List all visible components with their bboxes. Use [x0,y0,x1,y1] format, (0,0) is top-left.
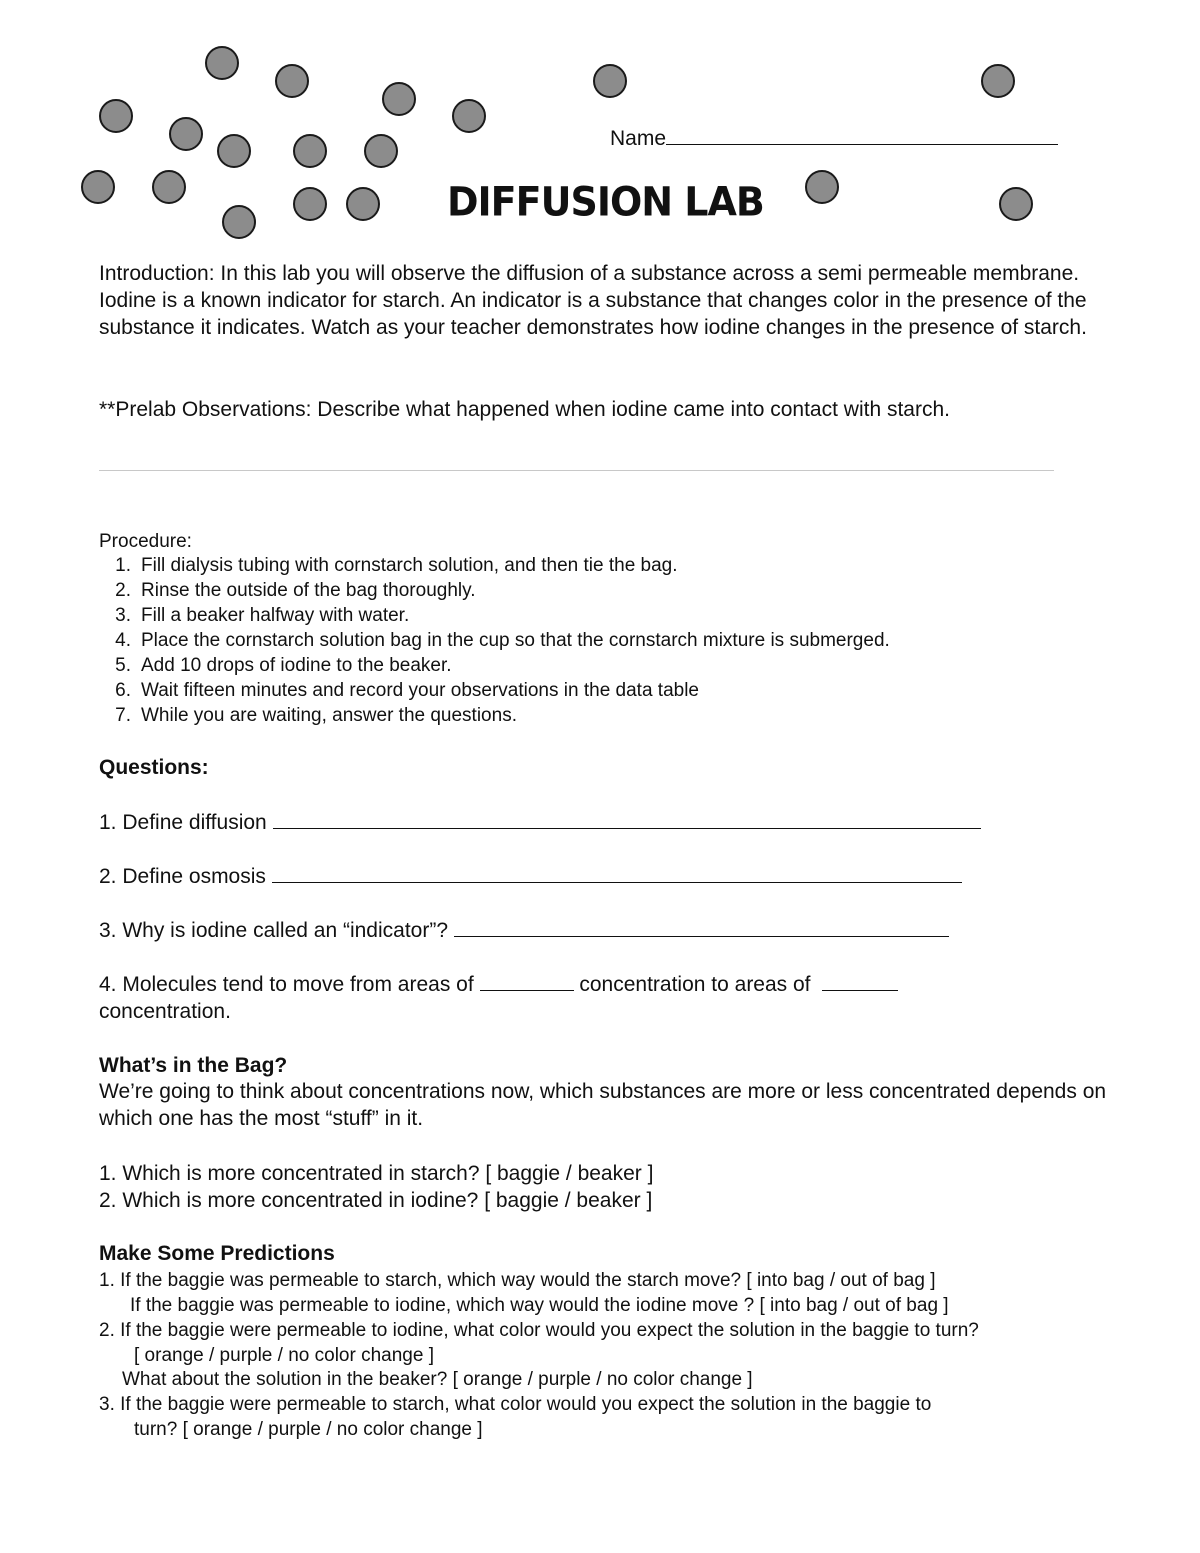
procedure-list [99,553,1099,728]
bag-question-2: 2. Which is more concentrated in iodine? [ baggie / beaker ] [99,1189,653,1212]
question-2: 2. Define osmosis [99,862,962,890]
prediction-3b: turn? [ orange / purple / no color change ] [134,1419,483,1440]
procedure-step: 6. Wait fifteen minutes and record your observations in the data table [115,680,699,701]
question-4-continued: concentration. [99,1000,231,1023]
molecule-dot [452,99,486,133]
answer-blank[interactable] [480,970,574,991]
molecule-dot [99,99,133,133]
molecule-dot [81,170,115,204]
prediction-2b: [ orange / purple / no color change ] [134,1345,434,1366]
prediction-1a: 1. If the baggie was permeable to starch, which way would the starch move? [ into bag / out of bag ] [99,1270,936,1291]
answer-blank[interactable] [272,862,962,883]
page-title: DIFFUSION LAB [447,178,764,226]
name-label: Name [610,127,667,150]
procedure-step: 5. Add 10 drops of iodine to the beaker. [115,655,452,676]
molecule-dot [275,64,309,98]
procedure-heading: Procedure: [99,531,192,552]
questions-heading: Questions: [99,756,209,779]
answer-blank[interactable] [822,970,898,991]
question-4: 4. Molecules tend to move from areas of concentration to areas of [99,970,1099,998]
prediction-3a: 3. If the baggie were permeable to starch, what color would you expect the solution in the baggie to [99,1394,932,1415]
molecule-dot [205,46,239,80]
procedure-step: 3. Fill a beaker halfway with water. [115,605,410,626]
bag-question-1: 1. Which is more concentrated in starch? [ baggie / beaker ] [99,1162,654,1185]
prelab-prompt: **Prelab Observations: Describe what happened when iodine came into contact with starch. [99,398,950,421]
molecule-dot [364,134,398,168]
procedure-step: 1. Fill dialysis tubing with cornstarch solution, and then tie the bag. [115,555,678,576]
molecule-dot [222,205,256,239]
prediction-2c: What about the solution in the beaker? [ orange / purple / no color change ] [122,1369,753,1390]
question-3: 3. Why is iodine called an “indicator”? [99,916,949,944]
answer-blank[interactable] [454,916,949,937]
molecule-dot [981,64,1015,98]
molecule-dot [293,187,327,221]
answer-blank[interactable] [273,808,981,829]
molecule-dot [217,134,251,168]
predictions-heading: Make Some Predictions [99,1242,335,1265]
name-field[interactable] [610,124,1058,152]
molecule-dot [346,187,380,221]
prelab-answer-line[interactable] [99,470,1054,471]
molecule-dot [293,134,327,168]
prediction-1b: If the baggie was permeable to iodine, which way would the iodine move ? [ into bag / out of bag ] [130,1295,949,1316]
prediction-2a: 2. If the baggie were permeable to iodine, what color would you expect the solution in the baggie to turn? [99,1320,979,1341]
procedure-step: 2. Rinse the outside of the bag thoroughly. [115,580,476,601]
molecule-dot [382,82,416,116]
molecule-dot [152,170,186,204]
molecule-dot [593,64,627,98]
molecule-dot [999,187,1033,221]
question-1: 1. Define diffusion [99,808,981,836]
molecule-dot [805,170,839,204]
procedure-step: 7. While you are waiting, answer the questions. [115,705,517,726]
bag-heading: What’s in the Bag? [99,1054,288,1077]
bag-description: We’re going to think about concentrations now, which substances are more or less concentrated depends on which one has the most “stuff” in it. [99,1080,1107,1130]
molecule-dot [169,117,203,151]
introduction-text: Introduction: In this lab you will observe the diffusion of a substance across a semi permeable membrane. Iodine is a known indicator for starch. An indicator is a substance that changes color in the presence of the substance it indicates. Watch as your teacher demonstrates how iodine changes in the presence of starch. [99,262,1087,339]
procedure-step: 4. Place the cornstarch solution bag in the cup so that the cornstarch mixture is submerged. [115,630,890,651]
